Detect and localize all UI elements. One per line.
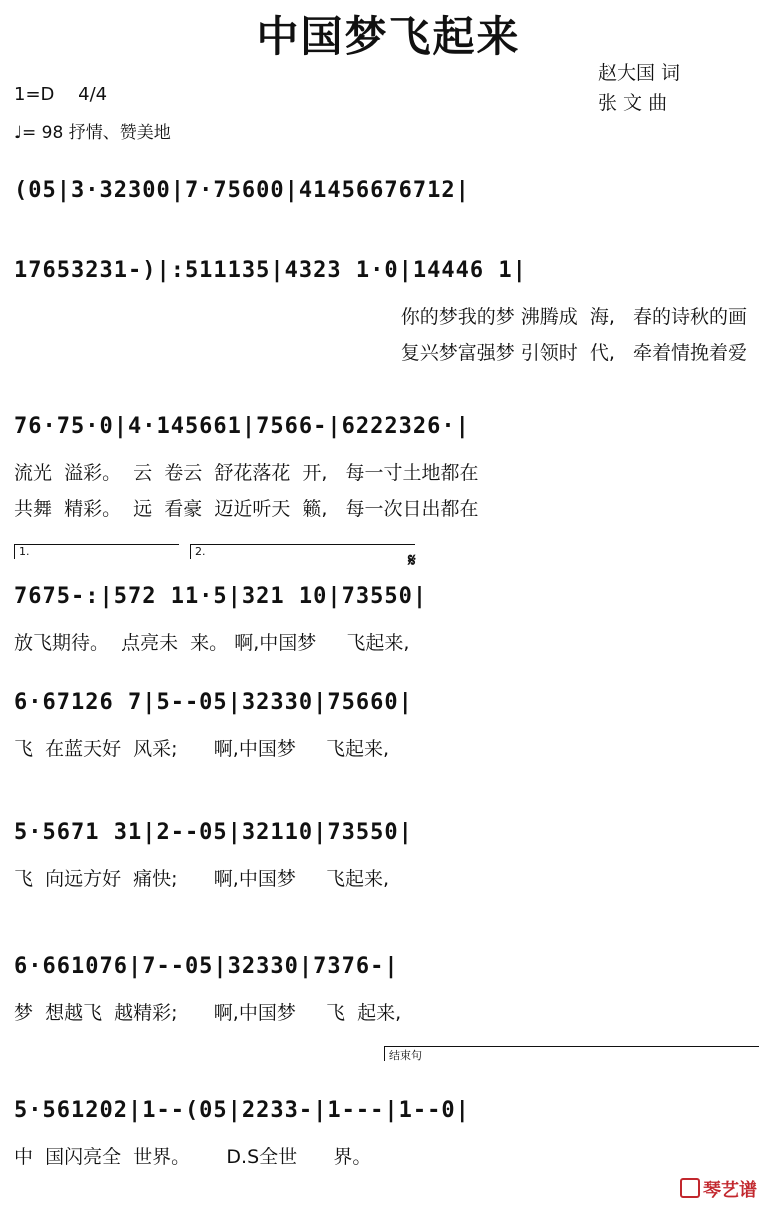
first-ending-bracket: 1. bbox=[14, 544, 179, 559]
lyric-line: 共舞 精彩。 远 看豪 迈近听天 籁, 每一次日出都在 bbox=[14, 498, 479, 520]
lyric-line: 放飞期待。 点亮未 来。 啊,中国梦 飞起来, bbox=[14, 632, 410, 654]
lyric-line: 飞 向远方好 痛快; 啊,中国梦 飞起来, bbox=[14, 868, 390, 890]
tempo-marking: ♩= 98 抒情、赞美地 bbox=[14, 123, 171, 143]
notation-line: 17653231-)|:511135|4323 1·0|14446 1| bbox=[14, 258, 527, 283]
second-ending-bracket: 2. bbox=[190, 544, 415, 559]
credits bbox=[598, 58, 680, 118]
notation-line: (05|3·32300|7·75600|41456676712| bbox=[14, 178, 470, 203]
key-label: 1=D bbox=[14, 84, 55, 105]
coda-bracket: 结束句 bbox=[384, 1046, 759, 1061]
notation-line: 5·561202|1--(05|2233-|1---|1--0| bbox=[14, 1098, 470, 1123]
lyric-line: 流光 溢彩。 云 卷云 舒花落花 开, 每一寸土地都在 bbox=[14, 462, 479, 484]
lyricist-credit: 赵大国 词 bbox=[598, 62, 681, 84]
notation-line: 5·5671 31|2--05|32110|73550| bbox=[14, 820, 413, 845]
notation-line: 6·661076|7--05|32330|7376-| bbox=[14, 954, 399, 979]
notation-line: 7675-:|572 11·5|321 10|73550| bbox=[14, 584, 428, 609]
time-signature: 4/4 bbox=[78, 84, 108, 105]
lyric-line: 复兴梦富强梦 引领时 代, 牵着情挽着爱 bbox=[400, 342, 747, 364]
song-title: 中国梦飞起来 bbox=[256, 12, 521, 61]
watermark-logo bbox=[680, 1176, 757, 1202]
composer-credit: 张 文 曲 bbox=[598, 92, 668, 114]
segno-sign: 𝄋 bbox=[408, 550, 416, 571]
logo-mark-icon bbox=[680, 1178, 700, 1198]
lyric-line: 梦 想越飞 越精彩; 啊,中国梦 飞 起来, bbox=[14, 1002, 402, 1024]
key-signature bbox=[14, 84, 107, 105]
notation-line: 76·75·0|4·145661|7566-|6222326·| bbox=[14, 414, 470, 439]
lyric-line: 飞 在蓝天好 风采; 啊,中国梦 飞起来, bbox=[14, 738, 390, 760]
lyric-line: 你的梦我的梦 沸腾成 海, 春的诗秋的画 bbox=[400, 306, 747, 328]
watermark-text: 琴艺谱 bbox=[703, 1180, 757, 1201]
lyric-line: 中 国闪亮全 世界。 D.S全世 界。 bbox=[14, 1146, 372, 1168]
notation-line: 6·67126 7|5--05|32330|75660| bbox=[14, 690, 413, 715]
